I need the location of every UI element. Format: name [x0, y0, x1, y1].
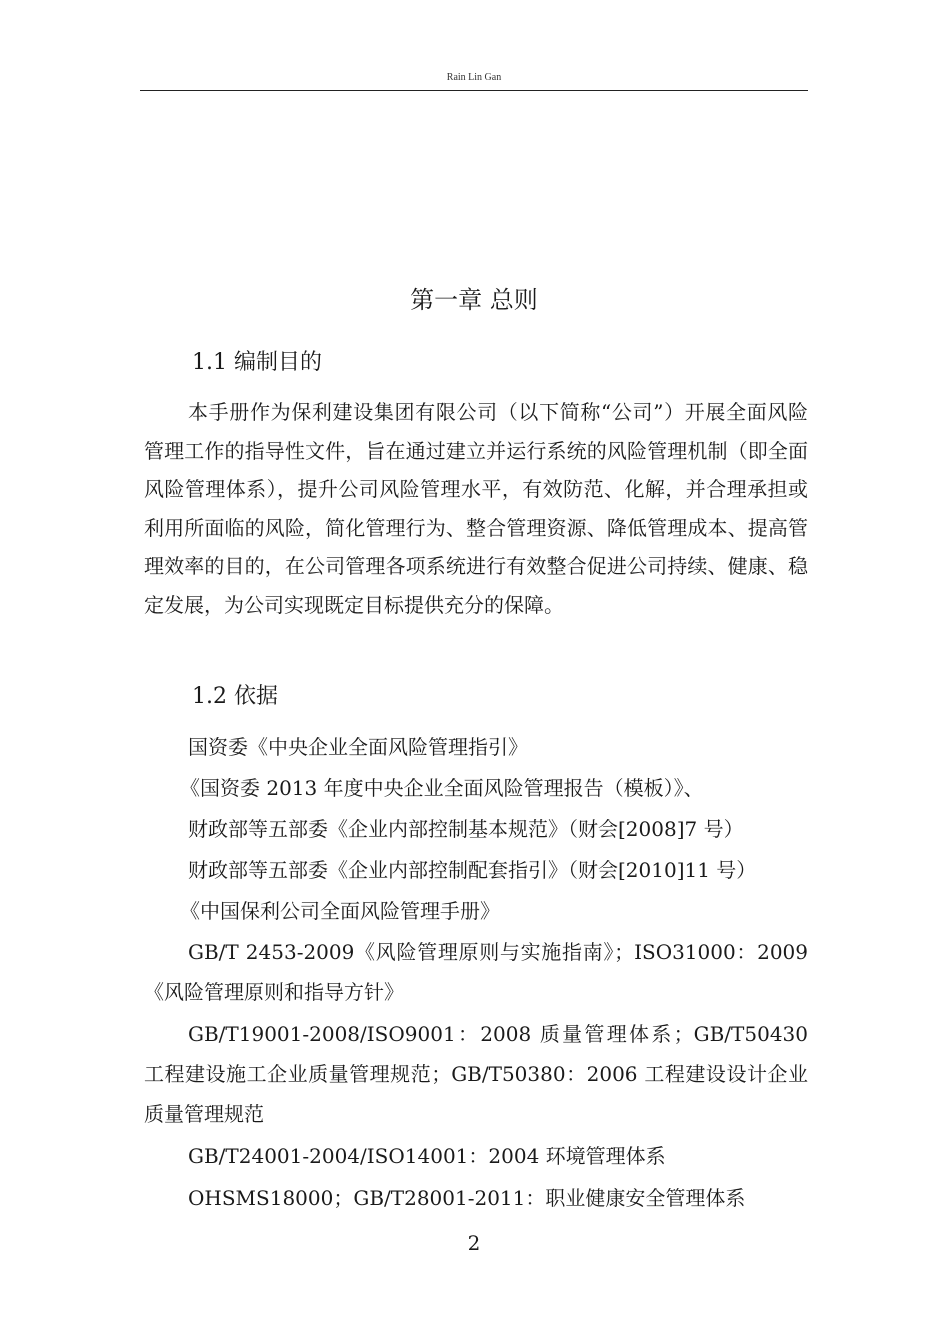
- chapter-title: 第一章 总则: [410, 286, 538, 314]
- reference-item: 《中国保利公司全面风险管理手册》: [180, 899, 500, 923]
- reference-gb-2453: GB/T 2453-2009《风险管理原则与实施指南》；ISO31000：2009《风险管理原则和指导方针》: [144, 940, 808, 1004]
- reference-gb-19001: GB/T19001-2008/ISO9001：2008 质量管理体系；GB/T50430 工程建设施工企业质量管理规范；GB/T50380：2006 工程建设设计企业质量管理规范: [144, 1022, 808, 1126]
- reference-ohsms: OHSMS18000；GB/T28001-2011：职业健康安全管理体系: [188, 1186, 746, 1210]
- reference-item: 国资委《中央企业全面风险管理指引》: [188, 735, 528, 759]
- page-number: 2: [467, 1231, 481, 1255]
- reference-item: 《国资委 2013 年度中央企业全面风险管理报告（模板）》、: [180, 776, 704, 800]
- reference-item: 财政部等五部委《企业内部控制基本规范》（财会[2008]7 号）: [188, 817, 744, 841]
- purpose-paragraph: 本手册作为保利建设集团有限公司（以下简称“公司”）开展全面风险管理工作的指导性文件，旨在通过建立并运行系统的风险管理机制（即全面风险管理体系），提升公司风险管理水平，有效防范、化解，并合理承担或利用所面临的风险，简化管理行为、整合管理资源、降低管理成本、提高管理效率的目的，在公司管理各项系统进行有效整合促进公司持续、健康、稳定发展，为公司实现既定目标提供充分的保障。: [144, 400, 808, 617]
- section-heading-1-1: 1.1 编制目的: [192, 350, 322, 375]
- running-header-title: Rain Lin Gan: [446, 72, 502, 83]
- running-header: [140, 70, 808, 91]
- reference-item: 财政部等五部委《企业内部控制配套指引》（财会[2010]11 号）: [188, 858, 757, 882]
- section-heading-1-2: 1.2 依据: [192, 684, 278, 709]
- reference-gb-24001: GB/T24001-2004/ISO14001：2004 环境管理体系: [188, 1144, 666, 1168]
